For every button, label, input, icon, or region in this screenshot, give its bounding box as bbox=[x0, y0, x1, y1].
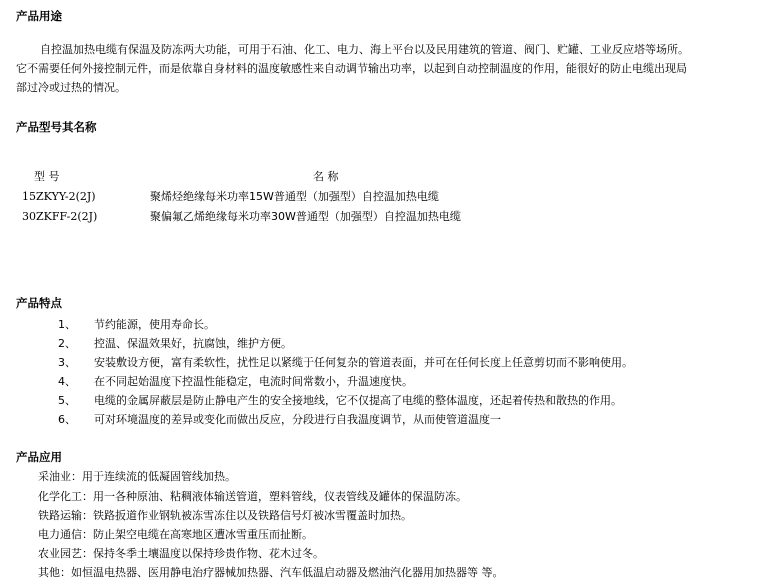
feature-6-text: 可对环境温度的差异或变化而做出反应，分段进行自我温度调节，从而使管道温度一 bbox=[94, 413, 501, 426]
feature-2-number: 2、 bbox=[58, 337, 76, 350]
application-item-oil: 采油业：用于连续流的低凝固管线加热。 bbox=[38, 470, 236, 483]
application-item-other: 其他：如恒温电热器、医用静电治疗器械加热器、汽车低温启动器及燃油汽化器用加热器等 等。 bbox=[38, 566, 504, 579]
feature-1-number: 1、 bbox=[58, 318, 76, 331]
model-row-2-code: 30ZKFF-2(2J) bbox=[22, 210, 98, 223]
feature-3-number: 3、 bbox=[58, 356, 76, 369]
feature-5-number: 5、 bbox=[58, 394, 76, 407]
models-column-model-header: 型 号 bbox=[34, 170, 60, 183]
application-item-railway: 铁路运输：铁路扳道作业钢轨被冻雪冻住以及铁路信号灯被冰雪覆盖时加热。 bbox=[38, 509, 412, 522]
models-column-name-header: 名 称 bbox=[313, 170, 339, 183]
feature-6-number: 6、 bbox=[58, 413, 76, 426]
feature-2-text: 控温、保温效果好，抗腐蚀，维护方便。 bbox=[94, 337, 292, 350]
model-row-1-code: 15ZKYY-2(2J) bbox=[22, 190, 96, 203]
usage-paragraph-line-3: 部过冷或过热的情况。 bbox=[16, 81, 126, 94]
feature-3-text: 安装敷设方便，富有柔软性，扰性足以紧缆于任何复杂的管道表面，并可在任何长度上任意剪切而不影响使用。 bbox=[94, 356, 633, 369]
feature-5-text: 电缆的金属屏蔽层是防止静电产生的安全接地线，它不仅提高了电缆的整体温度，还起着传热和散热的作用。 bbox=[94, 394, 622, 407]
usage-paragraph-line-2: 它不需要任何外接控制元件，而是依靠自身材料的温度敏感性来自动调节输出功率，以起到自动控制温度的作用，能很好的防止电缆出现局 bbox=[16, 62, 687, 75]
applications-heading: 产品应用 bbox=[16, 450, 62, 464]
feature-4-text: 在不同起始温度下控温性能稳定，电流时间常数小，升温速度快。 bbox=[94, 375, 413, 388]
feature-4-number: 4、 bbox=[58, 375, 76, 388]
application-item-power: 电力通信：防止架空电缆在高寒地区遭冰雪重压而扯断。 bbox=[38, 528, 313, 541]
model-row-2-name: 聚偏氟乙烯绝缘每米功率30W普通型（加强型）自控温加热电缆 bbox=[150, 210, 461, 223]
models-heading: 产品型号其名称 bbox=[16, 120, 97, 134]
usage-heading: 产品用途 bbox=[16, 9, 62, 23]
application-item-agriculture: 农业园艺：保持冬季土壤温度以保持珍贵作物、花木过冬。 bbox=[38, 547, 324, 560]
model-row-1-name: 聚烯烃绝缘每米功率15W普通型（加强型）自控温加热电缆 bbox=[150, 190, 439, 203]
application-item-chemical: 化学化工：用一各种原油、粘稠液体输送管道，塑料管线，仪表管线及罐体的保温防冻。 bbox=[38, 490, 467, 503]
usage-paragraph-line-1: 自控温加热电缆有保温及防冻两大功能，可用于石油、化工、电力、海上平台以及民用建筑的管道、阀门、贮罐、工业反应塔等场所。 bbox=[40, 43, 689, 56]
features-heading: 产品特点 bbox=[16, 296, 62, 310]
feature-1-text: 节约能源，使用寿命长。 bbox=[94, 318, 215, 331]
